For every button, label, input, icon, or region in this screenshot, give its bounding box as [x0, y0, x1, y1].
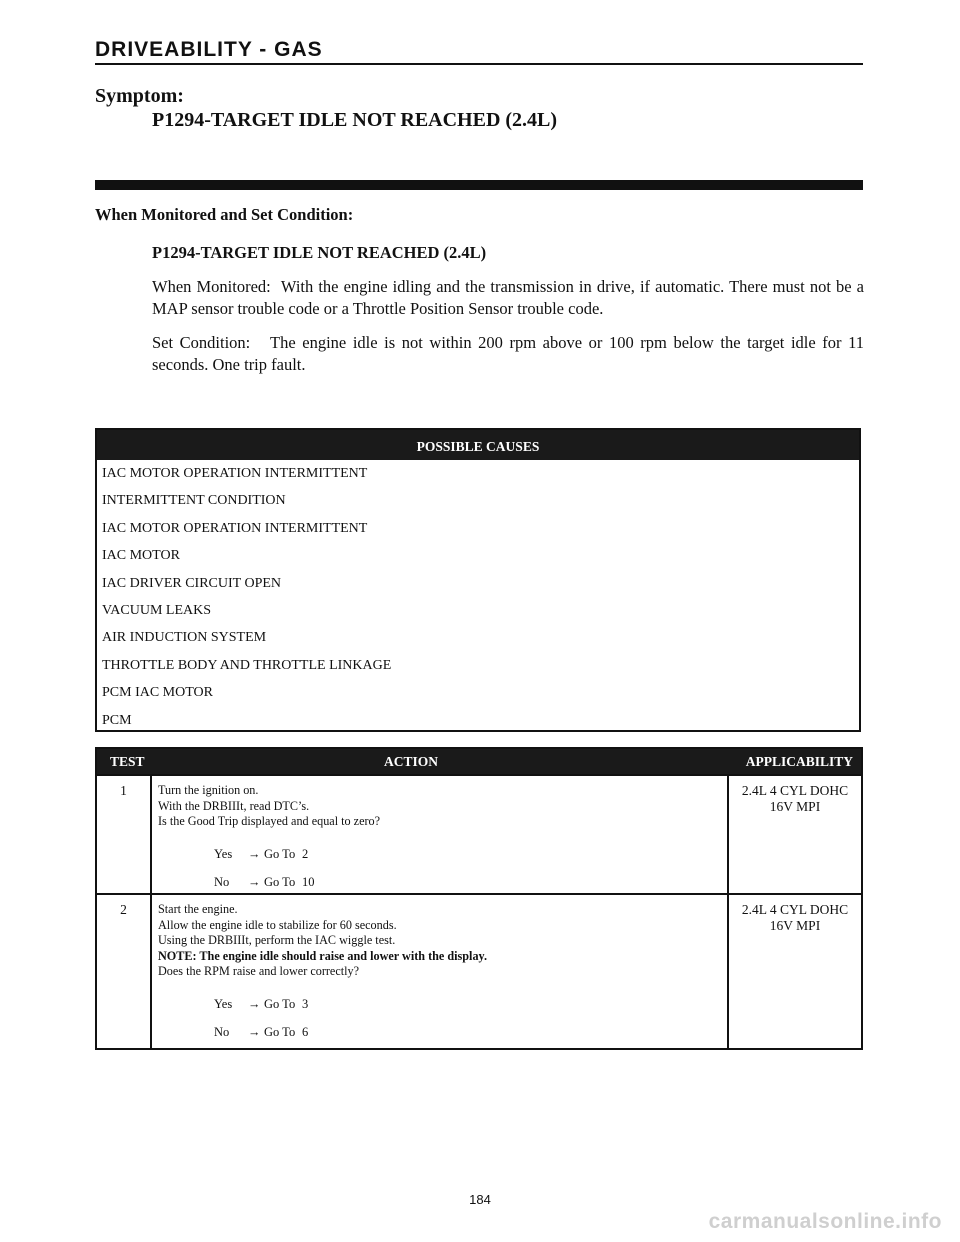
test-applicability	[729, 776, 861, 893]
test-action	[152, 776, 729, 893]
cause-item: IAC MOTOR OPERATION INTERMITTENT	[102, 466, 368, 481]
when-monitored-text: When Monitored: With the engine idling and the transmission in drive, if automatic. There must not be a MAP sensor trouble code or a Throttle Position Sensor trouble code.	[152, 277, 864, 318]
arrow-icon: →	[248, 875, 261, 889]
test-column-header: TEST	[110, 754, 145, 769]
applicability-line: 16V MPI	[769, 799, 821, 814]
page-number: 184	[469, 1192, 491, 1207]
test-row-2	[97, 893, 861, 1048]
test-number: 1	[97, 776, 152, 893]
cause-item: IAC DRIVER CIRCUIT OPEN	[102, 575, 282, 591]
symptom-name: P1294-TARGET IDLE NOT REACHED (2.4L)	[152, 109, 558, 131]
arrow-icon: →	[248, 1025, 261, 1039]
possible-causes-header: POSSIBLE CAUSES	[97, 430, 859, 460]
note-line: NOTE: The engine idle should raise and lower with the display.	[158, 948, 488, 963]
applicability-line: 16V MPI	[769, 918, 821, 933]
goto-label: Go To	[264, 846, 296, 861]
yes-branch	[214, 997, 727, 1013]
condition-code: P1294-TARGET IDLE NOT REACHED (2.4L)	[152, 243, 487, 262]
section-title: DRIVEABILITY - GAS	[95, 38, 323, 61]
cause-item: IAC MOTOR OPERATION INTERMITTENT	[102, 520, 368, 536]
cause-item: PCM	[102, 712, 132, 728]
goto-label: Go To	[264, 996, 296, 1011]
possible-causes-table	[95, 428, 861, 732]
test-number: 2	[97, 895, 152, 1048]
cause-item: IAC MOTOR	[102, 548, 180, 564]
action-column-header: ACTION	[384, 754, 439, 769]
test-table-header	[97, 749, 861, 774]
set-condition-text: Set Condition: The engine idle is not within 200 rpm above or 100 rpm below the target idle for 11 seconds. One trip fault.	[152, 333, 864, 374]
applicability-line: 2.4L 4 CYL DOHC	[741, 783, 849, 798]
cause-item: INTERMITTENT CONDITION	[102, 493, 286, 509]
arrow-icon: →	[248, 846, 261, 861]
watermark: carmanualsonline.info	[708, 1210, 942, 1233]
arrow-icon: →	[248, 996, 261, 1011]
goto-step: 6	[302, 1025, 309, 1039]
cause-item: PCM IAC MOTOR	[102, 685, 213, 701]
cause-item: VACUUM LEAKS	[102, 602, 212, 618]
goto-step: 2	[302, 846, 309, 861]
yes-label: Yes	[214, 846, 233, 861]
condition-heading: When Monitored and Set Condition:	[95, 205, 354, 224]
no-label: No	[214, 875, 230, 889]
cause-item: THROTTLE BODY AND THROTTLE LINKAGE	[102, 657, 392, 673]
title-divider	[95, 63, 863, 65]
goto-step: 10	[302, 875, 315, 889]
symptom-label: Symptom:	[95, 85, 184, 107]
action-line: Using the DRBIIIt, perform the IAC wiggle test.	[158, 933, 396, 947]
action-line: Allow the engine idle to stabilize for 60 seconds.	[158, 917, 397, 932]
no-branch	[214, 1025, 727, 1041]
test-applicability	[729, 895, 861, 1048]
applicability-line: 2.4L 4 CYL DOHC	[741, 902, 849, 917]
action-line: Is the Good Trip displayed and equal to zero?	[158, 814, 381, 828]
heavy-divider	[95, 180, 863, 190]
no-label: No	[214, 1025, 230, 1039]
test-row-1	[97, 774, 861, 893]
condition-block	[152, 242, 864, 388]
test-table	[95, 747, 863, 1050]
possible-causes-list	[97, 460, 859, 734]
applicability-column-header: APPLICABILITY	[745, 754, 853, 769]
goto-label: Go To	[264, 1025, 296, 1039]
action-line: Turn the ignition on.	[158, 783, 259, 797]
test-action	[152, 895, 729, 1048]
action-line: Start the engine.	[158, 902, 238, 916]
goto-step: 3	[302, 996, 309, 1011]
no-branch	[214, 875, 727, 891]
cause-item: AIR INDUCTION SYSTEM	[102, 630, 267, 646]
goto-label: Go To	[264, 875, 296, 889]
yes-branch	[214, 847, 727, 863]
question-line: Does the RPM raise and lower correctly?	[158, 964, 360, 978]
yes-label: Yes	[214, 996, 233, 1011]
action-line: With the DRBIIIt, read DTC’s.	[158, 798, 310, 813]
